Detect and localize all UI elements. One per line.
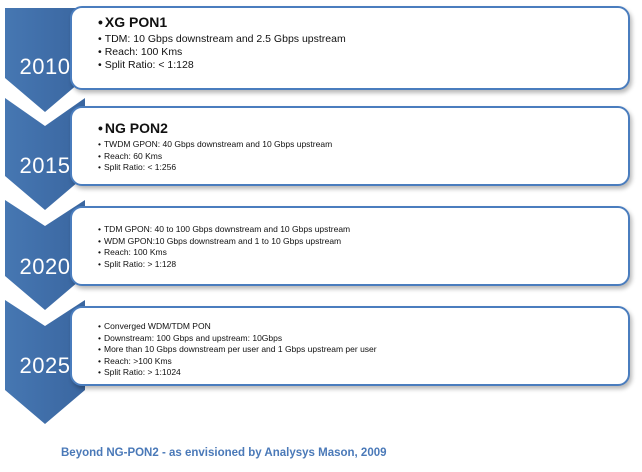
bullet-item: • WDM GPON:10 Gbps downstream and 1 to 10 Gbps upstream bbox=[98, 236, 628, 248]
year-label-2025: 2025 bbox=[19, 353, 71, 378]
milestone-card-2015 bbox=[70, 106, 630, 186]
milestone-heading: • XG PON1 bbox=[98, 14, 628, 31]
bullet-item: • Reach: 100 Kms bbox=[98, 46, 628, 59]
bullet-item: • Converged WDM/TDM PON bbox=[98, 321, 628, 333]
milestone-bullets bbox=[98, 321, 628, 379]
milestone-card-2025 bbox=[70, 306, 630, 386]
bullet-item: • More than 10 Gbps downstream per user and 1 Gbps upstream per user bbox=[98, 344, 628, 356]
bullet-item: • Split Ratio: < 1:128 bbox=[98, 59, 628, 72]
year-label-2010: 2010 bbox=[19, 54, 71, 79]
bullet-item: • Reach: >100 Kms bbox=[98, 356, 628, 368]
milestone-heading: • NG PON2 bbox=[98, 120, 628, 137]
bullet-item: • TDM GPON: 40 to 100 Gbps downstream and 10 Gbps upstream bbox=[98, 224, 628, 236]
figure-caption: Beyond NG-PON2 - as envisioned by Analysys Mason, 2009 bbox=[61, 447, 387, 459]
bullet-item: • Reach: 60 Kms bbox=[98, 151, 628, 163]
bullet-item: • TDM: 10 Gbps downstream and 2.5 Gbps upstream bbox=[98, 33, 628, 46]
bullet-item: • TWDM GPON: 40 Gbps downstream and 10 Gbps upstream bbox=[98, 139, 628, 151]
bullet-item: • Reach: 100 Kms bbox=[98, 247, 628, 259]
bullet-item: • Split Ratio: > 1:128 bbox=[98, 259, 628, 271]
year-label-2020: 2020 bbox=[19, 254, 71, 279]
year-label-2015: 2015 bbox=[19, 153, 71, 178]
bullet-item: • Split Ratio: > 1:1024 bbox=[98, 367, 628, 379]
milestone-card-2020 bbox=[70, 206, 630, 286]
milestone-card-2010 bbox=[70, 6, 630, 90]
milestone-bullets bbox=[98, 224, 628, 270]
milestone-bullets bbox=[98, 33, 628, 72]
bullet-item: • Downstream: 100 Gbps and upstream: 10Gbps bbox=[98, 333, 628, 345]
milestone-bullets bbox=[98, 139, 628, 174]
bullet-item: • Split Ratio: < 1:256 bbox=[98, 162, 628, 174]
